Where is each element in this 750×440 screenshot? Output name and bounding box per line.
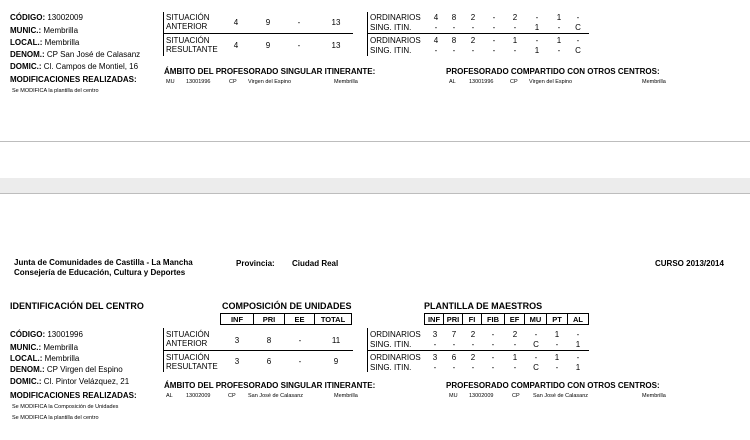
denom-label: DENOM.: (10, 365, 45, 374)
plantilla-cell: - (452, 340, 456, 349)
local-row (10, 354, 79, 363)
ambito-name: San José de Calasanz (248, 393, 304, 399)
ambito-code: 13001996 (186, 79, 211, 85)
page-edge-line (0, 193, 750, 194)
compartido-title: PROFESORADO COMPARTIDO CON OTROS CENTROS: (446, 67, 660, 76)
plantilla-cell: - (534, 353, 538, 362)
local-row (10, 38, 79, 47)
sing-itin-label: SING. ITIN. (370, 46, 412, 55)
plantilla-cell: 1 (556, 13, 562, 22)
header-inf: INF (220, 313, 254, 325)
plantilla-cell: 2 (470, 36, 476, 45)
modificacion-item: Se MODIFICA la plantilla del centro (12, 88, 99, 94)
plantilla-cell: - (513, 363, 517, 372)
unit-cell: 11 (331, 336, 341, 345)
plantilla-cell: - (513, 340, 517, 349)
compartido-prov: MU (449, 393, 458, 399)
plantilla-title: PLANTILLA DE MAESTROS (424, 301, 543, 311)
plantilla-cell: - (492, 36, 496, 45)
unit-cell: 9 (265, 18, 271, 27)
situacion-anterior-label: SITUACIÓN ANTERIOR (166, 13, 210, 31)
domic-value: Cl. Pintor Velázquez, 21 (43, 377, 130, 386)
codigo-value: 13002009 (47, 13, 83, 22)
sing-itin-label: SING. ITIN. (370, 23, 412, 32)
plantilla-cell: - (433, 363, 437, 372)
plantilla-cell: - (535, 36, 539, 45)
plantilla-cell: 4 (433, 36, 439, 45)
unit-cell: - (298, 336, 302, 345)
domic-value: Cl. Campos de Montiel, 16 (43, 62, 139, 71)
unit-cell: - (298, 357, 302, 366)
plantilla-cell: 1 (575, 363, 581, 372)
plantilla-cell: - (555, 340, 559, 349)
plantilla-cell: 3 (432, 353, 438, 362)
unit-cell: 3 (234, 336, 240, 345)
compartido-title: PROFESORADO COMPARTIDO CON OTROS CENTROS: (446, 381, 660, 390)
plantilla-cell: - (576, 330, 580, 339)
plantilla-cell: - (471, 23, 475, 32)
header-al: AL (567, 313, 589, 325)
header-fib: FIB (481, 313, 505, 325)
plantilla-cell: - (492, 23, 496, 32)
compartido-name: Virgen del Espino (529, 79, 573, 85)
ambito-type: CP (228, 393, 236, 399)
plantilla-cell: - (471, 46, 475, 55)
header-total: TOTAL (314, 313, 352, 325)
munic-value: Membrilla (43, 26, 79, 35)
plantilla-cell: C (575, 46, 581, 55)
provincia-value: Ciudad Real (292, 259, 339, 268)
compartido-local: Membrilla (642, 79, 666, 85)
header-ee: EE (284, 313, 315, 325)
plantilla-cell: - (491, 353, 495, 362)
plantilla-divider (367, 350, 589, 351)
munic-row (10, 343, 78, 352)
header-pri: PRI (253, 313, 285, 325)
domic-row (10, 377, 129, 386)
domic-label: DOMIC.: (10, 377, 42, 386)
sing-itin-label: SING. ITIN. (370, 363, 412, 372)
plantilla-cell: 1 (534, 46, 540, 55)
identificacion-title: IDENTIFICACIÓN DEL CENTRO (10, 301, 144, 311)
header-fi: FI (462, 313, 482, 325)
provincia-label: Provincia: (236, 259, 275, 268)
unit-cell: 8 (266, 336, 272, 345)
ordinarios-label: ORDINARIOS (370, 36, 421, 45)
plantilla-cell: - (513, 46, 517, 55)
plantilla-cell: - (576, 353, 580, 362)
plantilla-cell: - (557, 46, 561, 55)
plantilla-cell: - (491, 340, 495, 349)
compartido-local: Membrilla (642, 393, 666, 399)
plantilla-cell: - (534, 330, 538, 339)
munic-label: MUNIC.: (10, 343, 42, 352)
modificaciones-label: MODIFICACIONES REALIZADAS: (10, 75, 137, 84)
denom-row (10, 365, 123, 374)
ambito-local: Membrilla (334, 79, 358, 85)
plantilla-cell: - (471, 363, 475, 372)
denom-value: CP Virgen del Espino (46, 365, 123, 374)
ambito-name: Virgen del Espino (248, 79, 292, 85)
compartido-code: 13001996 (469, 79, 494, 85)
unit-cell: 13 (331, 18, 341, 27)
plantilla-cell: - (535, 13, 539, 22)
denom-label: DENOM.: (10, 50, 45, 59)
unit-cell: 9 (265, 41, 271, 50)
plantilla-cell: 2 (470, 13, 476, 22)
unit-cell: 3 (234, 357, 240, 366)
situacion-resultante-label: SITUACIÓN RESULTANTE (166, 36, 218, 54)
plantilla-cell: 2 (470, 353, 476, 362)
plantilla-cell: - (557, 23, 561, 32)
compartido-type: CP (512, 393, 520, 399)
situacion-anterior-label: SITUACIÓN ANTERIOR (166, 330, 210, 348)
unit-cell: 4 (233, 41, 239, 50)
plantilla-cell: 2 (470, 330, 476, 339)
ordinarios-label: ORDINARIOS (370, 353, 421, 362)
plantilla-cell: 2 (512, 13, 518, 22)
plantilla-cell: - (452, 23, 456, 32)
plantilla-cell: - (452, 46, 456, 55)
plantilla-cell: 1 (512, 353, 518, 362)
plantilla-cell: 1 (512, 36, 518, 45)
unit-cell: 13 (331, 41, 341, 50)
compartido-type: CP (510, 79, 518, 85)
unidades-title: COMPOSICIÓN DE UNIDADES (222, 301, 352, 311)
situacion-divider (163, 350, 353, 351)
plantilla-cell: - (471, 340, 475, 349)
compartido-prov: AL (449, 79, 456, 85)
domic-label: DOMIC.: (10, 62, 42, 71)
codigo-value: 13001996 (47, 330, 83, 339)
plantilla-cell: - (434, 46, 438, 55)
header-pt: PT (546, 313, 568, 325)
codigo-row (10, 13, 83, 22)
header-pri: PRI (443, 313, 463, 325)
unit-cell: - (297, 18, 301, 27)
curso-label: CURSO 2013/2014 (655, 259, 724, 268)
compartido-name: San José de Calasanz (533, 393, 589, 399)
plantilla-cell: - (491, 363, 495, 372)
situacion-resultante-label: SITUACIÓN RESULTANTE (166, 353, 218, 371)
ambito-local: Membrilla (334, 393, 358, 399)
situacion-divider (163, 33, 353, 34)
compartido-code: 13002009 (469, 393, 494, 399)
plantilla-cell: 2 (512, 330, 518, 339)
codigo-row (10, 330, 83, 339)
header-inf: INF (424, 313, 444, 325)
ambito-title: ÁMBITO DEL PROFESORADO SINGULAR ITINERANTE: (164, 67, 376, 76)
plantilla-cell: 3 (432, 330, 438, 339)
plantilla-cell: - (492, 13, 496, 22)
codigo-label: CÓDIGO: (10, 13, 46, 22)
plantilla-cell: 1 (575, 340, 581, 349)
ordinarios-label: ORDINARIOS (370, 330, 421, 339)
plantilla-cell: 1 (534, 23, 540, 32)
plantilla-cell: - (576, 36, 580, 45)
plantilla-cell: - (452, 363, 456, 372)
munic-label: MUNIC.: (10, 26, 42, 35)
ambito-code: 13002009 (186, 393, 211, 399)
plantilla-cell: - (434, 23, 438, 32)
denom-value: CP San José de Calasanz (46, 50, 141, 59)
org-department: Consejería de Educación, Cultura y Deportes (14, 268, 186, 277)
page-edge-line (0, 141, 750, 142)
local-label: LOCAL.: (10, 354, 43, 363)
domic-row (10, 62, 138, 71)
plantilla-cell: C (533, 340, 539, 349)
plantilla-cell: 8 (451, 36, 457, 45)
plantilla-cell: - (513, 23, 517, 32)
plantilla-cell: - (492, 46, 496, 55)
plantilla-cell: 1 (556, 36, 562, 45)
munic-row (10, 26, 78, 35)
ordinarios-label: ORDINARIOS (370, 13, 421, 22)
plantilla-divider (367, 33, 589, 34)
munic-value: Membrilla (43, 343, 79, 352)
unit-cell: - (297, 41, 301, 50)
unit-cell: 6 (266, 357, 272, 366)
plantilla-cell: 1 (554, 353, 560, 362)
local-label: LOCAL.: (10, 38, 43, 47)
header-mu: MU (524, 313, 547, 325)
sing-itin-label: SING. ITIN. (370, 340, 412, 349)
org-name: Junta de Comunidades de Castilla - La Mancha (14, 258, 193, 267)
situacion-bar (163, 12, 164, 56)
plantilla-cell: - (491, 330, 495, 339)
plantilla-cell: 8 (451, 13, 457, 22)
unit-cell: 4 (233, 18, 239, 27)
modificacion-item: Se MODIFICA la Composición de Unidades (12, 404, 119, 410)
ambito-prov: MU (166, 79, 175, 85)
local-value: Membrilla (44, 354, 80, 363)
page-separator (0, 178, 750, 193)
plantilla-cell: C (575, 23, 581, 32)
plantilla-cell: 7 (451, 330, 457, 339)
plantilla-cell: - (555, 363, 559, 372)
modificaciones-label: MODIFICACIONES REALIZADAS: (10, 391, 137, 400)
local-value: Membrilla (44, 38, 80, 47)
plantilla-cell: 1 (554, 330, 560, 339)
unit-cell: 9 (333, 357, 339, 366)
codigo-label: CÓDIGO: (10, 330, 46, 339)
plantilla-cell: C (533, 363, 539, 372)
ambito-prov: AL (166, 393, 173, 399)
modificacion-item: Se MODIFICA la plantilla del centro (12, 415, 99, 421)
denom-row (10, 50, 140, 59)
plantilla-cell: - (433, 340, 437, 349)
header-ef: EF (504, 313, 525, 325)
plantilla-bar (367, 12, 368, 56)
plantilla-cell: - (576, 13, 580, 22)
ambito-title: ÁMBITO DEL PROFESORADO SINGULAR ITINERANTE: (164, 381, 376, 390)
ambito-type: CP (229, 79, 237, 85)
plantilla-cell: 6 (451, 353, 457, 362)
plantilla-cell: 4 (433, 13, 439, 22)
